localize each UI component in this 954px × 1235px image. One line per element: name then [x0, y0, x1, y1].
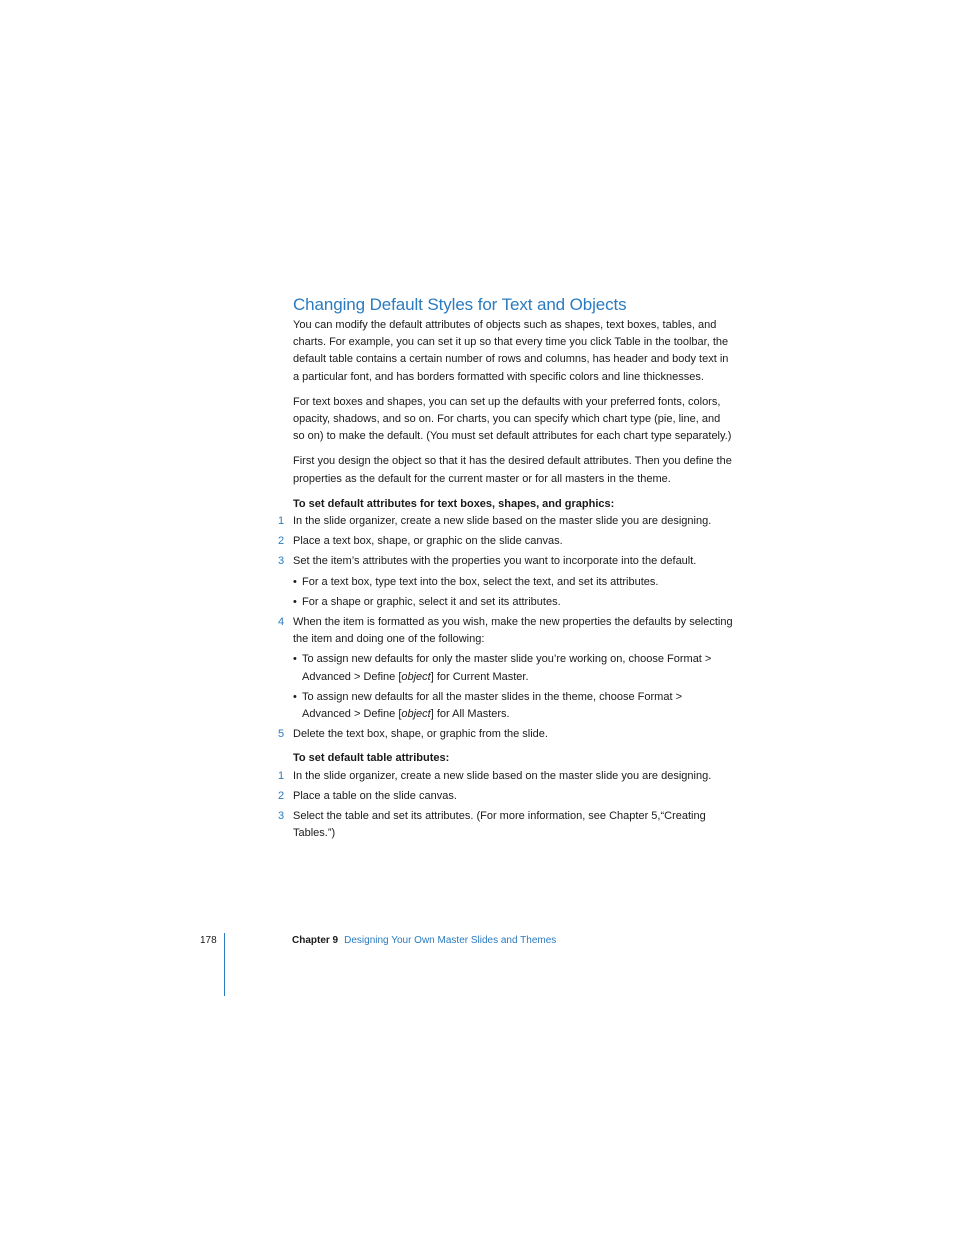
page-number: 178: [200, 935, 217, 946]
task-heading-tables: To set default table attributes:: [293, 752, 450, 765]
step-text: When the item is formatted as you wish, make the new properties the defaults by selecting the item and doing one of the following:: [293, 616, 733, 646]
intro-paragraph-1: You can modify the default attributes of objects such as shapes, text boxes, tables, and charts. For example, you can set it up so that every time you click Table in the toolbar, the default table contains a certain number of rows and columns, has header and body text in a particular font, and has borders formatted with specific colors and line thicknesses.: [293, 319, 729, 383]
step-text: Place a text box, shape, or graphic on the slide canvas.: [293, 535, 563, 548]
bullet-icon: •: [293, 575, 297, 588]
task-heading-text-boxes: To set default attributes for text boxes, shapes, and graphics:: [293, 497, 615, 510]
step-text: In the slide organizer, create a new slide based on the master slide you are designing.: [293, 769, 712, 782]
bullet-text-after: ] for Current Master.: [430, 670, 529, 683]
list-item: [278, 614, 733, 723]
step-3-bullets: [293, 574, 733, 611]
section-heading: Changing Default Styles for Text and Objects: [293, 295, 627, 314]
step-text: Place a table on the slide canvas.: [293, 789, 457, 802]
step-number: 2: [278, 535, 285, 548]
page-content: [278, 293, 733, 849]
step-4-bullets: [293, 651, 733, 723]
intro-paragraph-3: First you design the object so that it has the desired default attributes. Then you define the properties as the default for the current master or for all masters in the theme.: [293, 455, 732, 485]
list-item: [278, 533, 733, 550]
bullet-text-before: To assign new defaults for all the master slides in the theme, choose Format > Advanced > Define [: [302, 690, 682, 721]
step-text: Select the table and set its attributes. (For more information, see Chapter 5,“Creating Tables.”): [293, 810, 706, 840]
step-text: In the slide organizer, create a new slide based on the master slide you are designing.: [293, 515, 712, 528]
step-number: 5: [278, 728, 285, 741]
bullet-item: [293, 574, 733, 591]
step-number: 2: [278, 789, 285, 802]
list-item: [278, 768, 733, 785]
chapter-label: Chapter 9: [292, 935, 339, 946]
bullet-text: For a text box, type text into the box, select the text, and set its attributes.: [302, 575, 659, 588]
list-item: [278, 788, 733, 805]
list-item: [278, 553, 733, 611]
bullet-icon: •: [293, 653, 297, 666]
footer-divider: [224, 933, 225, 996]
bullet-icon: •: [293, 690, 297, 703]
chapter-title: Designing Your Own Master Slides and Themes: [344, 935, 557, 946]
step-number: 1: [278, 515, 285, 528]
bullet-item: [293, 651, 733, 685]
bullet-text-italic: object: [401, 708, 431, 721]
bullet-item: [293, 594, 733, 611]
bullet-text-after: ] for All Masters.: [430, 708, 510, 721]
bullet-text-italic: object: [401, 670, 431, 683]
bullet-text: For a shape or graphic, select it and set its attributes.: [302, 595, 561, 608]
step-text: Delete the text box, shape, or graphic from the slide.: [293, 728, 548, 741]
list-item: [278, 513, 733, 530]
bullet-text-before: To assign new defaults for only the master slide you’re working on, choose Format > Advanced > Define [: [302, 653, 712, 683]
bullet-icon: •: [293, 595, 297, 608]
task-steps-text-boxes: [278, 513, 733, 743]
list-item: [278, 808, 733, 842]
step-number: 1: [278, 769, 285, 782]
bullet-item: [293, 689, 733, 723]
step-text: Set the item’s attributes with the properties you want to incorporate into the default.: [293, 555, 697, 568]
list-item: [278, 726, 733, 743]
step-number: 3: [278, 555, 285, 568]
intro-paragraph-2: For text boxes and shapes, you can set up the defaults with your preferred fonts, colors, opacity, shadows, and so on. For charts, you can specify which chart type (pie, line, and so on) to make the default. (You must set default attributes for each chart type separately.): [293, 395, 732, 443]
step-number: 3: [278, 810, 285, 823]
task-steps-tables: [278, 768, 733, 843]
step-number: 4: [278, 616, 285, 629]
chapter-footer: [292, 934, 556, 948]
